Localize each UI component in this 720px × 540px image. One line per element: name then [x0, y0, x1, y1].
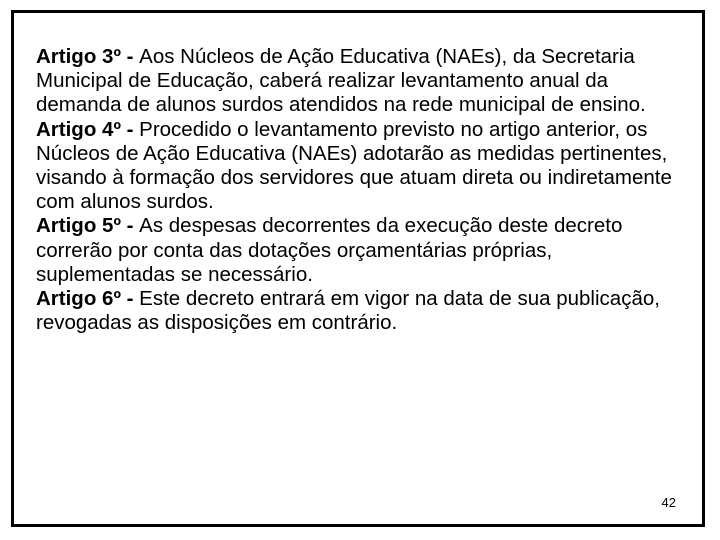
article-4 — [36, 118, 696, 215]
article-4-label: Artigo 4º - — [36, 117, 140, 141]
article-3-label: Artigo 3º - — [36, 45, 140, 68]
article-6-label: Artigo 6º - — [36, 287, 140, 311]
article-3-text: Aos Núcleos de Ação Educativa (NAEs), da Secretaria Municipal de Educação, caberá realizar levantamento anual da demanda de alunos surdos atendidos na rede municipal de ensino. — [36, 45, 646, 117]
article-5 — [36, 214, 696, 287]
slide-frame — [11, 10, 705, 527]
article-6 — [36, 287, 696, 335]
article-3 — [36, 45, 696, 118]
article-6-text: Este decreto entrará em vigor na data de sua publicação, revogadas as disposições em contrário. — [36, 287, 660, 335]
article-5-label: Artigo 5º - — [36, 214, 140, 238]
slide-content — [36, 45, 696, 335]
article-5-text: As despesas decorrentes da execução deste decreto correrão por conta das dotações orçamentárias próprias, suplementadas se necessário. — [36, 214, 623, 286]
article-4-text: Procedido o levantamento previsto no artigo anterior, os Núcleos de Ação Educativa (NAEs) adotarão as medidas pertinentes, visando à formação dos servidores que atuam direta ou indiretamente com alunos surdos. — [36, 117, 672, 214]
page-number: 42 — [661, 495, 676, 510]
